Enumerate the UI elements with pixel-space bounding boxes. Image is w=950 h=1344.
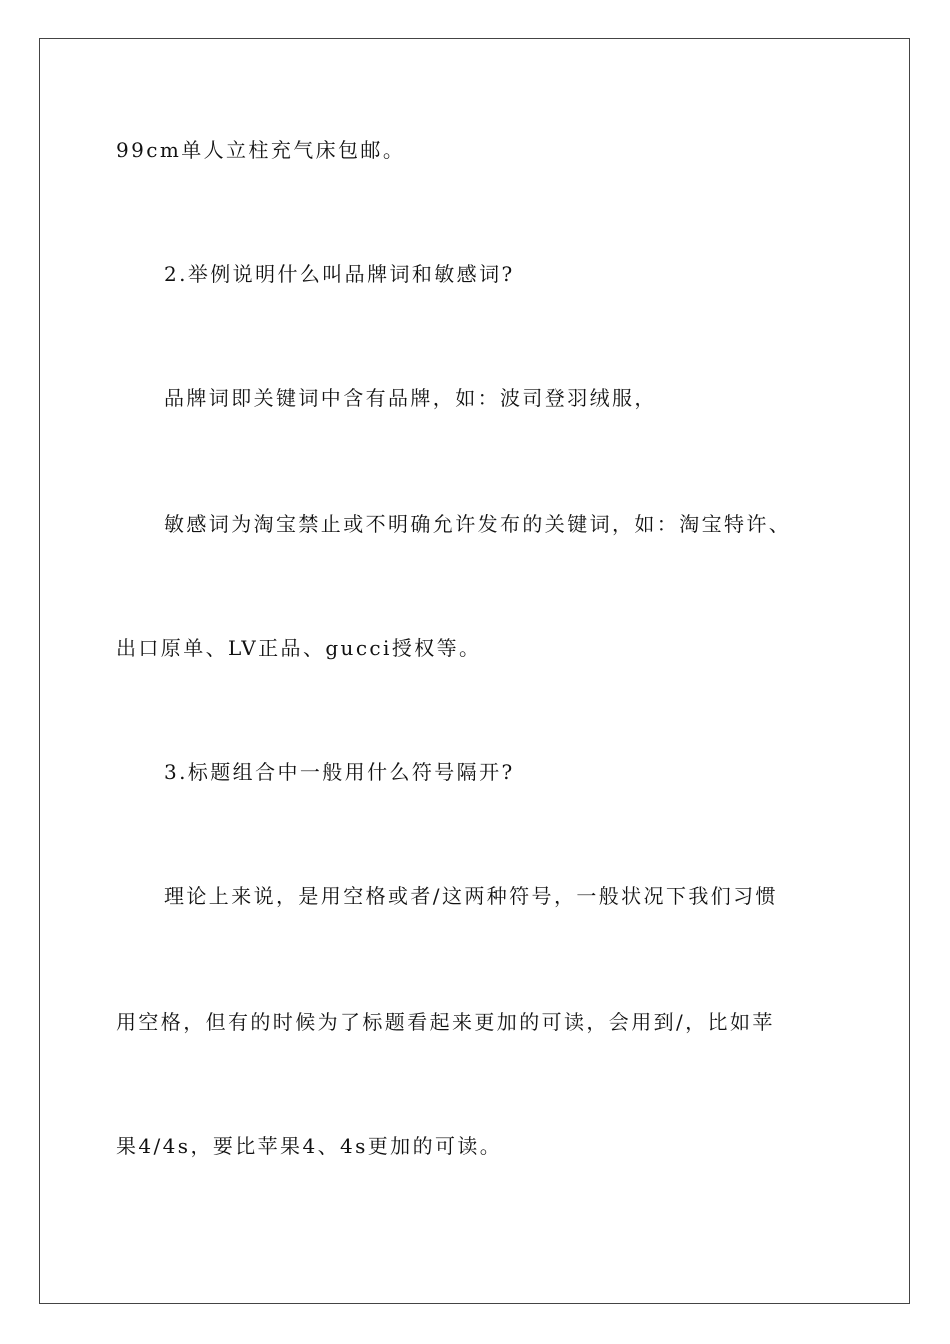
body-line-example-apple: 果4/4s，要比苹果4、4s更加的可读。 — [116, 1134, 503, 1158]
body-line-space-usage: 用空格，但有的时候为了标题看起来更加的可读，会用到/，比如苹 — [116, 1010, 775, 1034]
question-3-heading: 3.标题组合中一般用什么符号隔开? — [164, 760, 515, 784]
page-border — [39, 38, 910, 1304]
question-2-heading: 2.举例说明什么叫品牌词和敏感词? — [164, 262, 515, 286]
body-line-brand-word: 品牌词即关键词中含有品牌，如：波司登羽绒服， — [164, 386, 657, 410]
body-line-1: 99cm单人立柱充气床包邮。 — [116, 138, 406, 162]
body-line-sensitive-word: 敏感词为淘宝禁止或不明确允许发布的关键词，如：淘宝特许、 — [164, 512, 792, 536]
body-line-theory: 理论上来说，是用空格或者/这两种符号，一般状况下我们习惯 — [164, 884, 778, 908]
body-line-examples: 出口原单、LV正品、gucci授权等。 — [116, 636, 482, 660]
